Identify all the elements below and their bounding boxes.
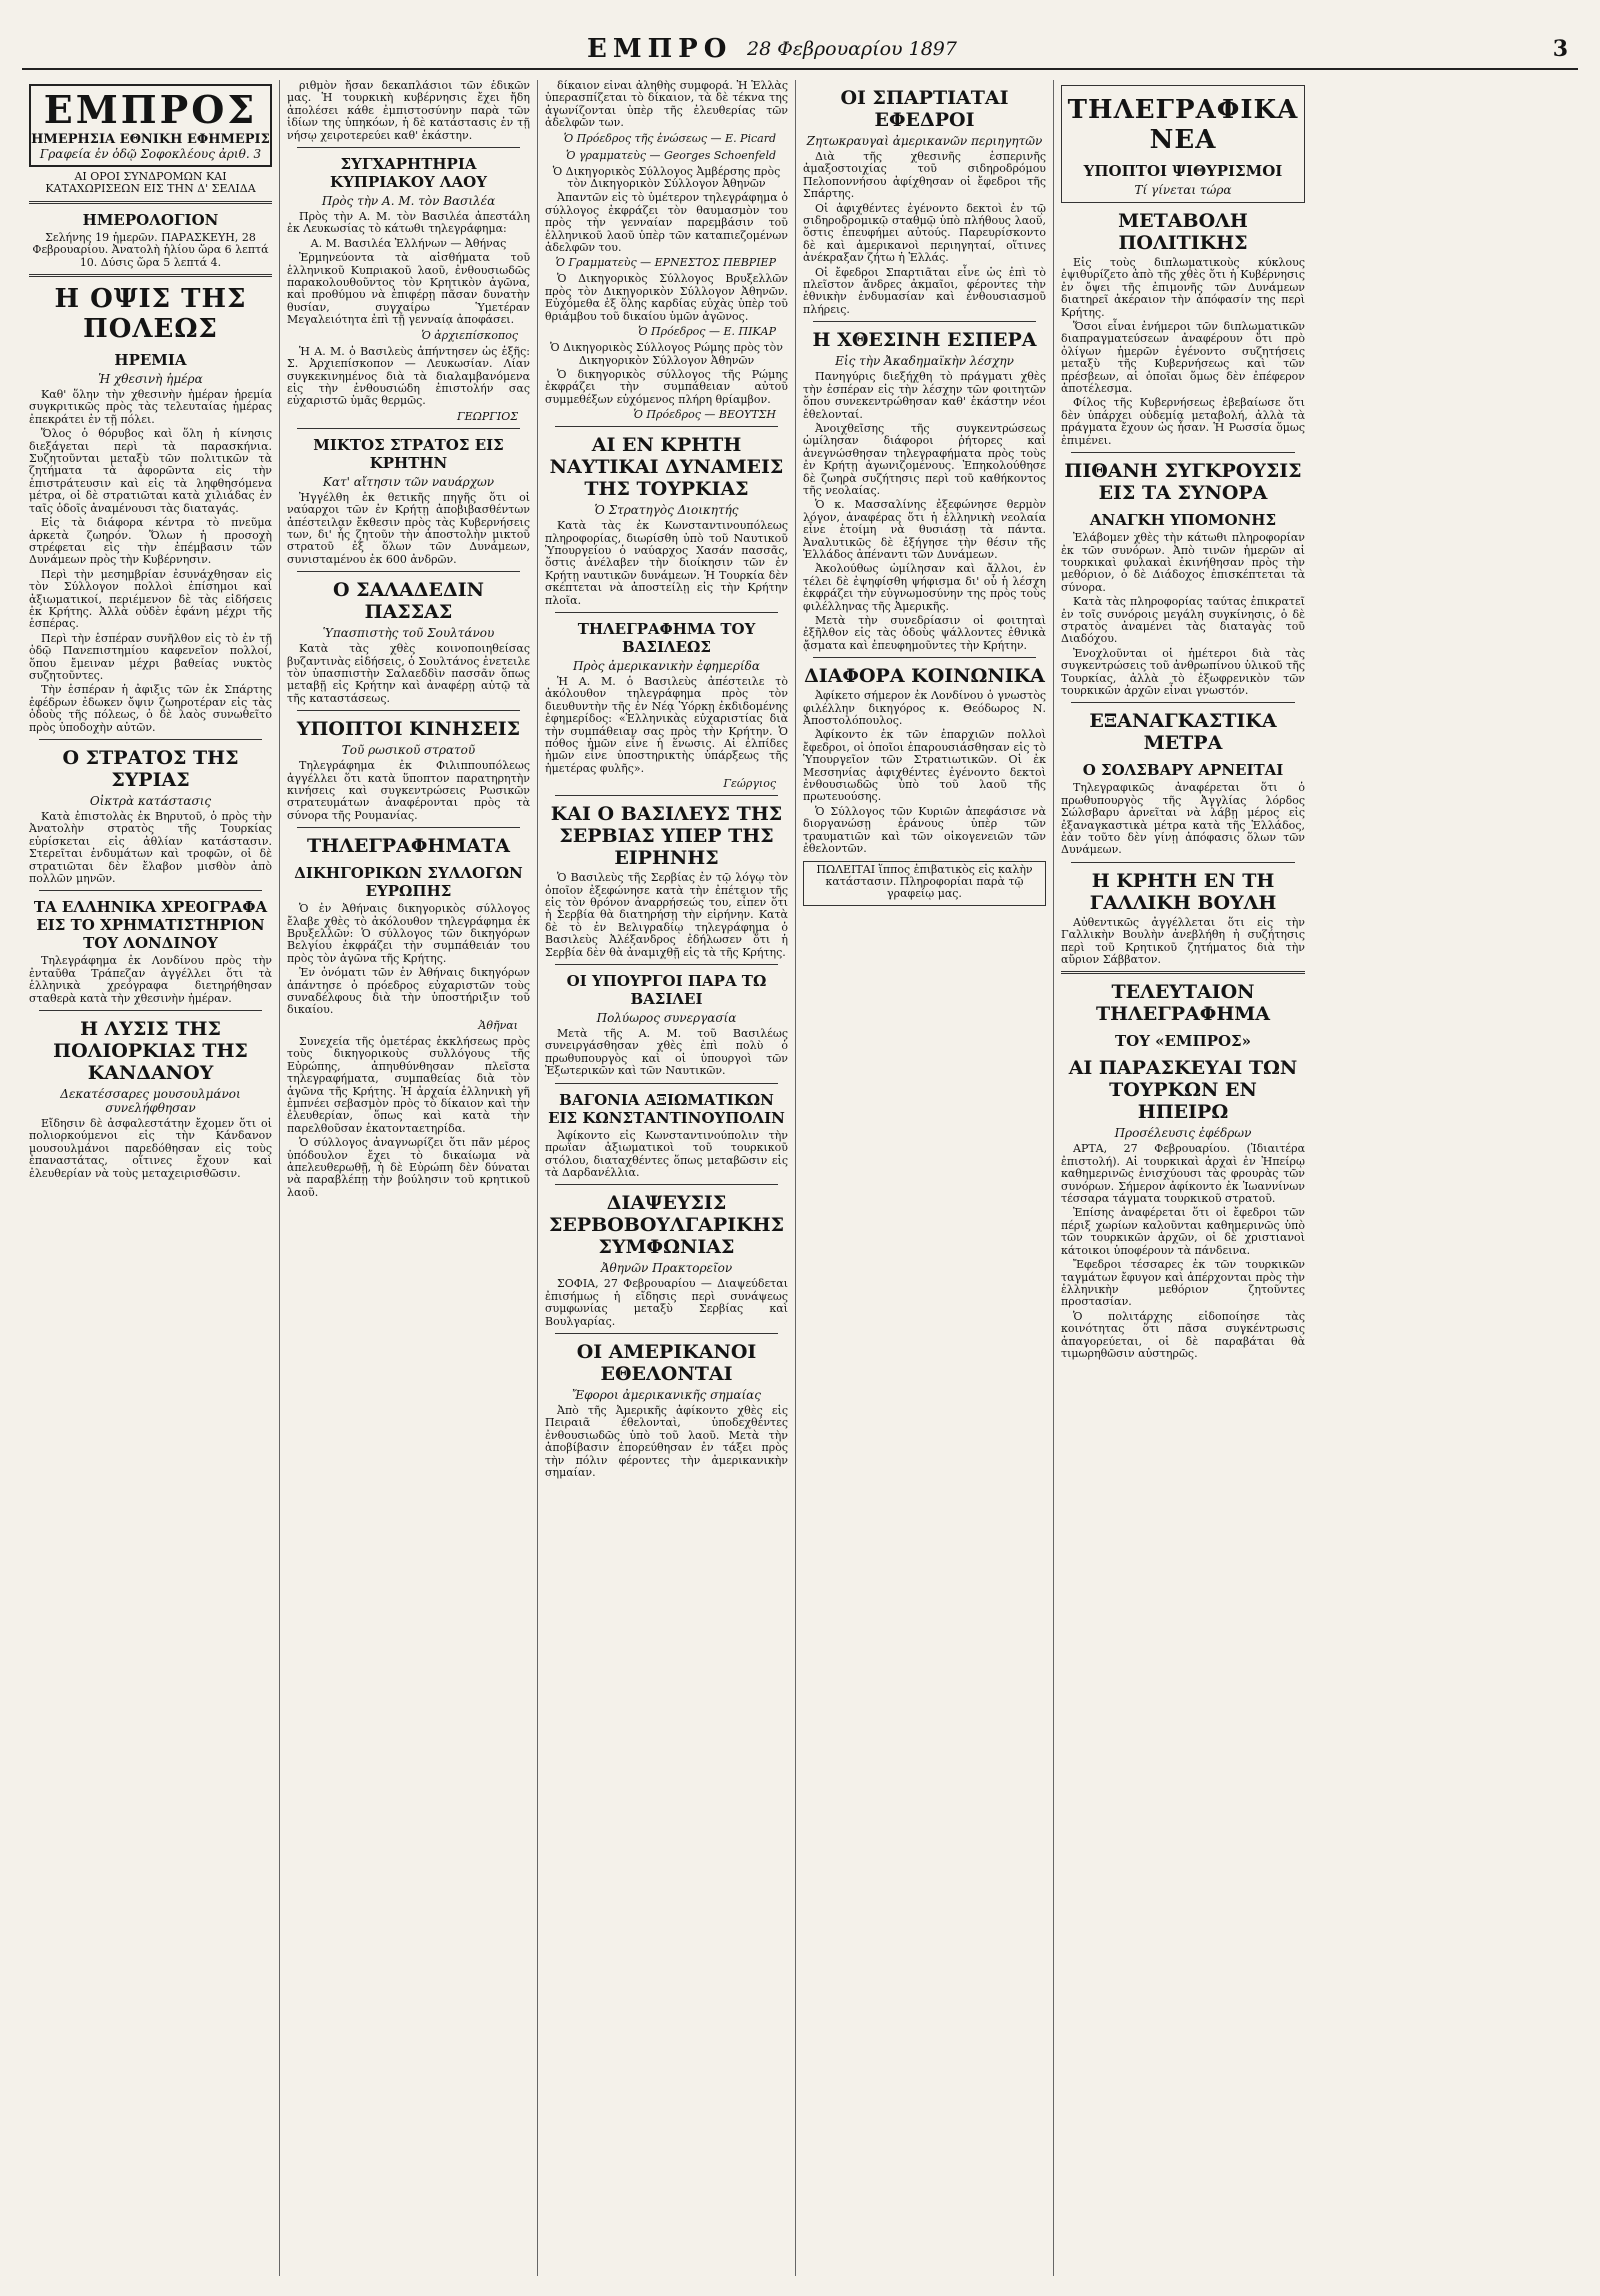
telegram-address: Ὁ Δικηγορικὸς Σύλλογος Ρώμης πρὸς τὸν Δικηγορικὸν Σύλλογον Ἀθηνῶν [550, 341, 783, 367]
denial-heading: ΔΙΑΨΕΥΣΙΣ ΣΕΡΒΟΒΟΥΛΓΑΡΙΚΗΣ ΣΥΜΦΩΝΙΑΣ [548, 1192, 785, 1259]
article-paragraph: Διὰ τῆς χθεσινῆς ἑσπερινῆς ἀμαξοστοιχίας τοῦ σιδηροδρόμου Πελοποννήσου ἀφίχθησαν οἱ ἔφεδροι τῆς Σπάρτης. [803, 150, 1046, 201]
measures-heading: ΕΞΑΝΑΓΚΑΣΤΙΚΑ ΜΕΤΡΑ [1089, 710, 1277, 755]
divider [39, 890, 262, 891]
article-paragraph: Ὁ Σύλλογος τῶν Κυριῶν ἀπεφάσισε νὰ διοργανώσῃ ἐράνους ὑπὲρ τῶν τραυματιῶν καὶ τῶν οἰκογενειῶν τῶν ἐθελοντῶν. [803, 804, 1046, 856]
sparta-subheading: Ζητωκραυγαὶ ἀμερικανῶν περιηγητῶν [806, 134, 1043, 148]
divider [555, 1184, 778, 1185]
divider [297, 571, 520, 572]
page-number: 3 [1552, 36, 1568, 62]
latest-news-heading: ΤΗΛΕΓΡΑΦΙΚΑ ΝΕΑ [1067, 95, 1299, 155]
running-header [22, 34, 1578, 70]
epirus-heading: ΑΙ ΠΑΡΑΣΚΕΥΑΙ ΤΩΝ ΤΟΥΡΚΩΝ ΕΝ ΗΠΕΙΡΩ [1068, 1057, 1298, 1124]
cyprus-subheading: Πρὸς τὴν Α. Μ. τὸν Βασιλέα [321, 194, 496, 209]
issue-date: 28 Φεβρουαρίου 1897 [747, 38, 957, 60]
final-telegram-heading: ΤΕΛΕΥΤΑΙΟΝ ΤΗΛΕΓΡΑΦΗΜΑ [1095, 981, 1271, 1026]
article-paragraph: Κατὰ τὰς ἐκ Κωνσταντινουπόλεως πληροφορίας, διωρίσθη ὑπὸ τοῦ Ναυτικοῦ Ὑπουργείου ὁ ναύαρχος Χασάν πασσᾶς, ὅστις ἀνέλαβεν τὴν διοίκησιν τῶν ἐν Κρήτῃ ναυτικῶν δυνάμεων. Ἡ Τουρκία δὲν σκέπτεται νὰ ἀποστείλῃ εἰς τὴν Κρήτην πλοῖα. [545, 519, 788, 607]
article-paragraph: Ἡ Α. Μ. ὁ Βασιλεὺς ἀπέστειλε τὸ ἀκόλουθον τηλεγράφημα πρὸς τὸν διευθυντὴν τῆς ἐν Νέᾳ Ὑόρκῃ ἐκδιδομένης ἐφημερίδος: «Ἑλληνικὰς εὐχαριστίας διὰ τὴν συμπάθειαν σας πρὸς τὴν Κρήτην. Ὁ πόθος ἡμῶν εἶνε ἡ ἕνωσις. Αἱ ἐλπίδες ἡμῶν εἶνε ὑποστηρικτὴς ὑπάρξεως τῆς ἡμετέρας φυλῆς». [545, 674, 788, 775]
mixed-army-subheading: Κατ' αἴτησιν τῶν ναυάρχων [322, 474, 495, 489]
policy-heading: ΜΕΤΑΒΟΛΗ ΠΟΛΙΤΙΚΗΣ [1118, 210, 1248, 254]
measures-subheading: Ο ΣΟΛΣΒΑΡΥ ΑΡΝΕΙΤΑΙ [1082, 761, 1284, 780]
classified-ad [803, 861, 1046, 906]
logo-title: ΕΜΠΡΟΣ [43, 87, 258, 132]
article-paragraph: Ἀνοιχθεῖσης τῆς συγκεντρώσεως ὡμίλησαν διάφοροι ῥήτορες καὶ ἀνεγνώσθησαν τηλεγραφήματα πρὸς τοὺς ἐν Κρήτῃ ἀγωνιζομένους. Ἐπηκολούθησε δὲ ζωηρὰ συζήτησις περὶ τοῦ καθήκοντος τῆς νεολαίας. [803, 421, 1046, 497]
article-paragraph: Ὁ σύλλογος ἀναγνωρίζει ὅτι πᾶν μέρος ὑπόδουλον ἔχει τὸ δικαίωμα νὰ ἀπελευθερωθῇ, ἡ δὲ Εὐρώπη δὲν δύναται νὰ παραβλέπῃ τὴν βούλησιν τοῦ κρητικοῦ λαοῦ. [287, 1136, 530, 1199]
ministers-heading: ΟΙ ΥΠΟΥΡΓΟΙ ΠΑΡΑ ΤΩ ΒΑΣΙΛΕΙ [566, 972, 767, 1009]
article-paragraph: Ὁ Βασιλεὺς τῆς Σερβίας ἐν τῷ λόγῳ τὸν ὁποῖον ἐξεφώνησε κατὰ τὴν ἐπέτειον τῆς εἰς τὸν θρόνον ἀναρρήσεώς του, εἶπεν ὅτι ἡ Σερβία θὰ διατηρήσῃ τὴν εἰρήνην. Κατὰ δὲ τὸ ἐν Βελιγραδίῳ τηλεγράφημα ὁ Βασιλεὺς Ἀλέξανδρος ἐδήλωσεν ὅτι ἡ Σερβία δὲν θὰ ἀναμιχθῇ εἰς τὰ τῆς Κρήτης. [545, 871, 788, 959]
clash-heading: ΠΙΘΑΝΗ ΣΥΓΚΡΟΥΣΙΣ ΕΙΣ ΤΑ ΣΥΝΟΡΑ [1064, 460, 1302, 505]
almanac-heading: ΗΜΕΡΟΛΟΓΙΟΝ [82, 210, 219, 229]
city-heading: Η ΟΨΙΣ ΤΗΣ ΠΟΛΕΩΣ [54, 284, 247, 345]
article-paragraph: Ἀφίκετο σήμερον ἐκ Λονδίνου ὁ γνωστὸς φιλέλλην δικηγόρος κ. Θεόδωρος Ν. Ἀποστολόπουλος. [803, 689, 1046, 728]
article-paragraph: ΣΟΦΙΑ, 27 Φεβρουαρίου — Διαψεύδεται ἐπισήμως ἡ εἴδησις περὶ συνάψεως συμφωνίας μεταξὺ Σερβίας καὶ Βουλγαρίας. [545, 1277, 788, 1328]
saladin-heading: Ο ΣΑΛΑΔΕΔΙΝ ΠΑΣΣΑΣ [332, 579, 485, 624]
article-paragraph: Τηλεγράφημα ἐκ Λονδίνου πρὸς τὴν ἐνταῦθα Τράπεζαν ἀγγέλλει ὅτι τὰ ἑλληνικὰ χρεόγραφα διετηρήθησαν σταθερὰ κατὰ τὴν χθεσινὴν ἡμέραν. [29, 954, 272, 1005]
article-paragraph: Περὶ τὴν μεσημβρίαν ἐσυνάχθησαν εἰς τὸν Σύλλογον πολλοὶ ἐπίσημοι καὶ ἀξιωματικοί, περιέμενον δὲ τὰς εἰδήσεις ἐκ Κρήτης. Ἀλλὰ οὐδὲν ἐφάνη μέχρι τῆς ἑσπέρας. [29, 567, 272, 631]
divider [39, 1010, 262, 1011]
divider [555, 795, 778, 796]
article-paragraph: Κατὰ ἐπιστολὰς ἐκ Βηρυτοῦ, ὁ πρὸς τὴν Ἀνατολὴν στρατὸς τῆς Τουρκίας εὑρίσκεται εἰς ἀθλίαν κατάστασιν. Στερεῖται ἐνδυμάτων καὶ τροφῶν, οἱ δὲ στρατιῶται δὲν ἔλαβον μισθὸν ἀπὸ πολλῶν μηνῶν. [29, 810, 272, 886]
article-paragraph: Ἐν ὀνόματι τῶν ἐν Ἀθήναις δικηγόρων ἀπάντησε ὁ πρόεδρος εὐχαριστῶν τοὺς συναδέλφους διὰ τὴν ὑποστήριξιν τοῦ δικαίου. [287, 966, 530, 1017]
cyprus-heading: ΣΥΓΧΑΡΗΤΗΡΙΑ ΚΥΠΡΙΑΚΟΥ ΛΑΟΥ [330, 155, 487, 192]
article-paragraph: Ὁ Δικηγορικὸς Σύλλογος Βρυξελλῶν πρὸς τὸν Δικηγορικὸν Σύλλογον Ἀθηνῶν. Εὐχόμεθα ἐξ ὅλης καρδίας εὐχὰς ὑπὲρ τοῦ θριάμβου τοῦ δικαίου ὑμῶν ἀγῶνος. [545, 272, 788, 323]
signature: Ὁ γραμματεὺς — Georges Schoenfeld [566, 148, 776, 162]
epirus-subheading: Προσέλευσις ἐφέδρων [1114, 1126, 1252, 1141]
article-paragraph: Ὅσοι εἶναι ἐνήμεροι τῶν διπλωματικῶν διαπραγματεύσεων ἀναφέρουν ὅτι πρὸ ὀλίγων ἡμερῶν ἐγένοντο συζητήσεις μεταξὺ τῆς Κυβερνήσεως καὶ τῶν πρέσβεων, αἱ ὁποῖαι ὅμως δὲν ἐπέφερον ἀποτέλεσμα. [1061, 320, 1305, 396]
article-paragraph: Ἀκολούθως ὡμίλησαν καὶ ἄλλοι, ἐν τέλει δὲ ἐψηφίσθη ψήφισμα δι' οὗ ἡ λέσχη ἐκφράζει τὴν εὐγνωμοσύνην της πρὸς τοὺς φιλέλληνας τῆς Ἀμερικῆς. [803, 562, 1046, 613]
divider [297, 827, 520, 828]
divider [1071, 452, 1295, 453]
telegrams-subheading: ΔΙΚΗΓΟΡΙΚΩΝ ΣΥΛΛΟΓΩΝ ΕΥΡΩΠΗΣ [294, 864, 523, 901]
article-paragraph: Οἱ ἀφιχθέντες ἐγένοντο δεκτοὶ ἐν τῷ σιδηροδρομικῷ σταθμῷ ὑπὸ πλήθους λαοῦ, ὅστις ἐπευφήμει αὐτούς. Παρευρίσκοντο δὲ καὶ ἀμερικανοὶ περιηγηταί, οἵτινες ἀνέκραξαν ζήτω ἡ Ἑλλάς. [803, 201, 1046, 265]
volunteers-heading: ΟΙ ΑΜΕΡΙΚΑΝΟΙ ΕΘΕΛΟΝΤΑΙ [576, 1340, 757, 1385]
signature: Ἀθῆναι [478, 1018, 518, 1032]
article-paragraph: Πρὸς τὴν Α. Μ. τὸν Βασιλέα ἀπεστάλη ἐκ Λευκωσίας τὸ κάτωθι τηλεγράφημα: [287, 210, 530, 236]
evening-heading: Η ΧΘΕΣΙΝΗ ΕΣΠΕΡΑ [812, 329, 1037, 352]
moves-heading: ΥΠΟΠΤΟΙ ΚΙΝΗΣΕΙΣ [296, 718, 521, 741]
column-4 [796, 80, 1054, 2276]
article-paragraph: Ἀφίκοντο εἰς Κωνσταντινούπολιν τὴν πρωΐαν ἀξιωματικοὶ τοῦ τουρκικοῦ στόλου, διαταχθέντες ὅπως μεταβῶσιν εἰς τὰ Δαρδανέλλια. [545, 1128, 788, 1179]
latest-news-subheading: ΥΠΟΠΤΟΙ ΨΙΘΥΡΙΣΜΟΙ [1083, 162, 1283, 180]
clash-subheading: ΑΝΑΓΚΗ ΥΠΟΜΟΝΗΣ [1089, 511, 1277, 530]
almanac-text: Σελήνης 19 ἡμερῶν. ΠΑΡΑΣΚΕΥΗ, 28 Φεβρουαρίου. Ἀνατολὴ ἡλίου ὥρα 6 λεπτά 10. Δύσις ὥρα 5 λεπτά 4. [32, 230, 269, 269]
latest-news-box [1061, 85, 1305, 203]
article-paragraph: Κατὰ τὰς χθὲς κοινοποιηθείσας βυζαντινὰς εἰδήσεις, ὁ Σουλτάνος ἐνετειλε τὸν ὑπασπιστὴν Σαλαεδδὶν πασσᾶν ὅπως μεταβῇ εἰς Κρήτην καὶ ἀναφέρῃ αὐτῷ τὰ τῆς καταστάσεως. [287, 642, 530, 705]
wagons-heading: ΒΑΓΟΝΙΑ ΑΞΙΩΜΑΤΙΚΩΝ ΕΙΣ ΚΩΝΣΤΑΝΤΙΝΟΥΠΟΛΙΝ [548, 1090, 785, 1127]
siege-heading: Η ΛΥΣΙΣ ΤΗΣ ΠΟΛΙΟΡΚΙΑΣ ΤΗΣ ΚΑΝΔΑΝΟΥ [53, 1018, 248, 1085]
telegram-address: Α. Μ. Βασιλέα Ἑλλήνων — Ἀθήνας [310, 236, 507, 250]
king-telegram-heading: ΤΗΛΕΓΡΑΦΗΜΑ ΤΟΥ ΒΑΣΙΛΕΩΣ [577, 619, 756, 656]
signature: Ὁ Πρόεδρος τῆς ἑνώσεως — E. Picard [563, 131, 776, 145]
article-paragraph: Ὁ δικηγορικὸς σύλλογος τῆς Ρώμης ἐκφράζει τὴν συμπάθειαν αὐτοῦ συμμεθέξων εὐχόμενος πλήρη θρίαμβον. [545, 367, 788, 406]
logo-subtitle: ΗΜΕΡΗΣΙΑ ΕΘΝΙΚΗ ΕΦΗΜΕΡΙΣ [31, 132, 270, 147]
article-paragraph: Περὶ τὴν ἑσπέραν συνῆλθον εἰς τὸ ἐν τῇ ὁδῷ Πανεπιστημίου καφενεῖον πολλοί, ὅπου ἔμειναν μέχρι βαθείας νυκτὸς συζητοῦντες. [29, 631, 272, 682]
navy-subheading: Ὁ Στρατηγὸς Διοικητής [594, 503, 739, 518]
article-paragraph: Εἴδησιν δὲ ἀσφαλεστάτην ἔχομεν ὅτι οἱ πολιορκούμενοι εἰς τὴν Κάνδανον μουσουλμάνοι παρεδόθησαν εἰς τοὺς ἐπαναστάτας, οἵτινες ἔχουν καὶ ἐλευθερίαν νὰ τοὺς μεταχειρισθῶσιν. [29, 1117, 272, 1180]
divider [555, 612, 778, 613]
social-heading: ΔΙΑΦΟΡΑ ΚΟΙΝΩΝΙΚΑ [804, 665, 1045, 688]
article-paragraph: Ἠγγέλθη ἐκ θετικῆς πηγῆς ὅτι οἱ ναύαρχοι τῶν ἐν Κρήτῃ ἀποβιβασθέντων ἀπέστειλαν ἔκθεσιν πρὸς τὰς Κυβερνήσεις των, δι' ἧς ζητοῦν τὴν ἀποστολὴν μικτοῦ στρατοῦ ἐξ ὅλων τῶν Δυνάμεων, συνισταμένου ἐκ 600 ἀνδρῶν. [287, 490, 530, 566]
article-paragraph: Μετὰ τὴν συνεδρίασιν οἱ φοιτηταὶ ἐξῆλθον εἰς τὰς ὁδοὺς ψάλλοντες ἐθνικὰ ᾄσματα καὶ ἐπευφημοῦντες τὴν Κρήτην. [803, 614, 1046, 652]
sparta-heading: ΟΙ ΣΠΑΡΤΙΑΤΑΙ ΕΦΕΔΡΟΙ [840, 87, 1009, 131]
article-paragraph: Ἐλάβομεν χθὲς τὴν κάτωθι πληροφορίαν ἐκ τῶν συνόρων. Ἀπὸ τινῶν ἡμερῶν αἱ τουρκικαὶ φυλακαὶ ἐκινήθησαν πρὸς τὴν μεθόριον, ὁ δὲ Διάδοχος ἐπισκέπτεται τὰ σύνορα. [1061, 531, 1305, 594]
king-telegram-subheading: Πρὸς ἀμερικανικὴν ἐφημερίδα [573, 658, 760, 673]
article-paragraph: Φίλος τῆς Κυβερνήσεως ἐβεβαίωσε ὅτι δὲν ὑπάρχει οὐδεμία μεταβολή, ἀλλὰ τὰ πράγματα ἔχουν ὡς ἦσαν. Ἡ Ρωσσία ὅμως ἐπιμένει. [1061, 396, 1305, 447]
article-paragraph: ριθμὸν ἤσαν δεκαπλάσιοι τῶν ἐδικῶν μας. Ἡ τουρκικὴ κυβέρνησις ἔχει ἤδη ἀπολέσει κάθε ἐμπιστοσύνην παρὰ τῶν ἰδίων της ὑπηκόων, ἡ δὲ κατάστασις ἐν τῇ νήσῳ χειροτερεύει καθ' ἑκάστην. [287, 80, 530, 142]
saladin-subheading: Ὑπασπιστὴς τοῦ Σουλτάνου [322, 626, 495, 641]
divider [555, 1333, 778, 1334]
final-telegram-subheading: ΤΟΥ «ΕΜΠΡΟΣ» [1114, 1032, 1252, 1051]
divider [1061, 971, 1305, 974]
article-paragraph: Εἰς τὰ διάφορα κέντρα τὸ πνεῦμα ἀρκετὰ ζωηρόν. Ὅλων ἡ προσοχὴ στρέφεται εἰς τὴν ἐπέμβασιν τῶν Δυνάμεων πρὸς τὴν Κυβέρνησιν. [29, 516, 272, 567]
column-1 [22, 80, 280, 2276]
article-paragraph: Ἐρμηνεύοντα τὰ αἰσθήματα τοῦ ἑλληνικοῦ Κυπριακοῦ λαοῦ, ἐνθουσιωδῶς παρακολουθοῦντος τὸν Κρητικὸν ἀγῶνα, καὶ προθύμου νὰ ἐπιφέρῃ πᾶσαν δυνατὴν θυσίαν, συγχαίρω Ὑμετέραν Μεγαλειότητα ἐπὶ τῇ γενναίᾳ ἀποφάσει. [287, 251, 530, 327]
article-paragraph: Ἀφίκοντο ἐκ τῶν ἐπαρχιῶν πολλοὶ ἔφεδροι, οἱ ὁποῖοι ἐπαρουσιάσθησαν εἰς τὸ Ὑπουργεῖον τῶν Στρατιωτικῶν. Οἱ ἐκ Μεσσηνίας ἀφιχθέντες ἐγένοντο δεκτοὶ ἐνθουσιωδῶς ὑπὸ τοῦ λαοῦ τῆς πρωτευούσης. [803, 728, 1046, 804]
article-paragraph: Μετὰ τῆς Α. Μ. τοῦ Βασιλέως συνειργάσθησαν χθὲς ἐπὶ πολὺ ὁ πρωθυπουργὸς καὶ οἱ ὑπουργοὶ τῶν Ἐξωτερικῶν καὶ τῶν Ναυτικῶν. [545, 1027, 788, 1078]
article-paragraph: Τὴν ἑσπέραν ἡ ἀφιξις τῶν ἐκ Σπάρτης ἐφέδρων ἐδωκεν ὄψιν ζωηροτέραν εἰς τὰς ὁδοὺς τῆς πόλεως, ὁ δὲ λαὸς συνωθεῖτο πρὸς ὑποδοχὴν αὐτῶν. [29, 683, 272, 734]
divider [39, 739, 262, 740]
logo-office: Γραφεία ἐν ὁδῷ Σοφοκλέους ἀριθ. 3 [39, 147, 262, 161]
moves-subheading: Τοῦ ρωσικοῦ στρατοῦ [341, 743, 476, 758]
classified-ad-text: ΠΩΛΕΙΤΑΙ ἵππος ἐπιβατικὸς εἰς καλὴν κατάστασιν. Πληροφορίαι παρὰ τῷ γραφείῳ μας. [816, 862, 1033, 901]
article-paragraph: Αὐθεντικῶς ἀγγέλλεται ὅτι εἰς τὴν Γαλλικὴν Βουλὴν ἀνεβλήθη ἡ συζήτησις περὶ τοῦ Κρητικοῦ ζητήματος διὰ τὴν αὔριον Σάββατον. [1061, 915, 1305, 967]
signature: ΓΕΩΡΓΙΟΣ [457, 409, 518, 423]
signature: Ὁ Πρόεδρος — Ε. ΠΙΚΑΡ [638, 325, 776, 339]
telegram-address: Ὁ Δικηγορικὸς Σύλλογος Ἀμβέρσης πρὸς τὸν Δικηγορικὸν Σύλλογον Ἀθηνῶν [552, 164, 781, 191]
signature: Ὁ ἀρχιεπίσκοπος [421, 328, 518, 342]
article-paragraph: Ὅλος ὁ θόρυβος καὶ ὅλη ἡ κίνησις διεξάγεται περὶ τὰ παρασκήνια. Συζητοῦνται μεταξὺ τῶν πολιτικῶν τὰ ζητήματα τὰ ἀφορῶντα εἰς τὴν ἐπιστράτευσιν καὶ εἰς τὰ ληφθησόμενα μέτρα, οἱ δὲ στρατιῶται κατὰ χιλιάδας ἐν ταῖς ὁδοῖς ἀναμένουσι τὰς διαταγάς. [29, 427, 272, 515]
signature: Ὁ Γραμματεὺς — ΕΡΝΕΣΤΟΣ ΠΕΒΡΙΕΡ [555, 256, 776, 270]
france-heading: Η ΚΡΗΤΗ ΕΝ ΤΗ ΓΑΛΛΙΚΗ ΒΟΥΛΗ [1089, 869, 1277, 914]
columns [22, 80, 1578, 2276]
article-paragraph: Ὁ πολιτάρχης εἰδοποίησε τὰς κοινότητας ὅτι πᾶσα συγκέντρωσις ἀπαγορεύεται, οἱ δὲ παραβάται θὰ τιμωρηθῶσιν αὐστηρῶς. [1061, 1309, 1305, 1360]
navy-heading: ΑΙ ΕΝ ΚΡΗΤΗ ΝΑΥΤΙΚΑΙ ΔΥΝΑΜΕΙΣ ΤΗΣ ΤΟΥΡΚΙΑΣ [549, 434, 784, 501]
article-paragraph: Καθ' ὅλην τὴν χθεσινὴν ἡμέραν ἠρεμία συγκριτικῶς πρὸς τὰς τελευταίας ἡμέρας ἐπεκράτει ἐν τῇ πόλει. [29, 388, 272, 426]
syria-subheading: Οἰκτρὰ κατάστασις [89, 794, 212, 808]
bonds-heading: ΤΑ ΕΛΛΗΝΙΚΑ ΧΡΕΟΓΡΑΦΑ ΕΙΣ ΤΟ ΧΡΗΜΑΤΙΣΤΗΡΙΟΝ ΤΟΥ ΛΟΝΔΙΝΟΥ [33, 898, 268, 953]
syria-heading: Ο ΣΤΡΑΤΟΣ ΤΗΣ ΣΥΡΙΑΣ [62, 747, 239, 791]
telegrams-heading: ΤΗΛΕΓΡΑΦΗΜΑΤΑ [307, 835, 510, 858]
column-2 [280, 80, 538, 2276]
article-paragraph: δίκαιον εἶναι ἀληθὴς συμφορά. Ἡ Ἑλλὰς ὑπερασπίζεται τὸ δίκαιον, τὰ δὲ τέκνα της ἀγωνίζονται ὑπὲρ τῆς ἐλευθερίας τῶν ἀδελφῶν των. [545, 80, 788, 130]
signature: Γεώργιος [723, 777, 776, 791]
article-paragraph: Ἐνοχλοῦνται οἱ ἡμέτεροι διὰ τὰς συγκεντρώσεις τοῦ ἀνθρωπίνου ὑλικοῦ τῆς Τουρκίας, ἀλλὰ τὸ ἐξωφρενικὸν τῶν τουρκικῶν ἀρχῶν εἶναι γνωστόν. [1061, 646, 1305, 697]
article-paragraph: Οἱ ἔφεδροι Σπαρτιᾶται εἶνε ὡς ἐπὶ τὸ πλεῖστον ἄνδρες ἀκμαῖοι, φέροντες τὴν ἐθνικὴν ἐνδυμασίαν καὶ ἐνθουσιασμοῦ πλήρεις. [803, 265, 1046, 316]
divider [29, 201, 272, 204]
article-paragraph: Κατὰ τὰς πληροφορίας ταύτας ἐπικρατεῖ ἐν τοῖς συνόροις μεγάλη συγκίνησις, ὁ δὲ στρατὸς ἀναμένει τὰς διαταγὰς τοῦ Διαδόχου. [1061, 595, 1305, 646]
article-paragraph: Ὁ κ. Μασσαλίνης ἐξεφώνησε θερμὸν λόγον, ἀναφέρας ὅτι ἡ ἑλληνικὴ νεολαία εἶνε ἑτοίμη νὰ θυσιάσῃ τὰ πάντα. Ἀναλυτικῶς δὲ ἐξήγησε τὴν θέσιν τῆς Ἑλλάδος ἀπέναντι τῶν Δυνάμεων. [803, 498, 1046, 561]
divider [297, 147, 520, 148]
article-paragraph: Πανηγύρις διεξήχθη τὸ πράγματι χθὲς τὴν ἑσπέραν εἰς τὴν λέσχην τῶν φοιτητῶν ὅπου συνεκεντρώθησαν καθ' ἑκάστην νέοι ἐθελονταί. [803, 370, 1046, 421]
column-5 [1054, 80, 1312, 2276]
subscription-terms: ΑΙ ΟΡΟΙ ΣΥΝΔΡΟΜΩΝ ΚΑΙ ΚΑΤΑΧΩΡΙΣΕΩΝ ΕΙΣ ΤΗΝ Δ' ΣΕΛΙΔΑ [45, 170, 256, 196]
mixed-army-heading: ΜΙΚΤΟΣ ΣΤΡΑΤΟΣ ΕΙΣ ΚΡΗΤΗΝ [313, 435, 504, 472]
divider [813, 657, 1036, 658]
latest-news-subheading-2: Τί γίνεται τώρα [1134, 183, 1232, 197]
divider [1071, 862, 1295, 863]
newspaper-logo [29, 84, 272, 167]
divider [555, 426, 778, 427]
article-paragraph: Τηλεγράφημα ἐκ Φιλιππουπόλεως ἀγγέλλει ὅτι κατὰ ὕποπτον παρατηρητὴν κινήσεις καὶ συγκεντρώσεις Ρωσικῶν στρατευμάτων ἀναφέρονται πρὸς τὰ σύνορα τῆς Ρουμανίας. [287, 759, 530, 822]
column-3 [538, 80, 796, 2276]
article-paragraph: Ἔφεδροι τέσσαρες ἐκ τῶν τουρκικῶν ταγμάτων ἔφυγον καὶ ἀπέρχονται πρὸς τὴν ἑλληνικὴν μεθόριον ζητοῦντες προστασίαν. [1061, 1258, 1305, 1309]
article-paragraph: Τηλεγραφικῶς ἀναφέρεται ὅτι ὁ πρωθυπουργὸς τῆς Ἀγγλίας λόρδος Σώλσβαρυ ἀρνεῖται νὰ λάβῃ μέρος εἰς ἐξαναγκαστικὰ μέτρα κατὰ τῆς Ἑλλάδος, ἐὰν τοῦτο δὲν γίνῃ ἀπόφασις ὅλων τῶν Δυνάμεων. [1061, 781, 1305, 857]
evening-subheading: Εἰς τὴν Ἀκαδημαϊκὴν λέσχην [835, 354, 1014, 369]
divider [297, 710, 520, 711]
city-subheading: ΗΡΕΜΙΑ [114, 351, 187, 370]
divider [1071, 702, 1295, 703]
volunteers-subheading: Ἔφοροι ἀμερικανικῆς σημαίας [571, 1387, 761, 1402]
divider [29, 274, 272, 277]
article-paragraph: Εἰς τοὺς διπλωματικοὺς κύκλους ἐψιθυρίζετο ἀπὸ τῆς χθὲς ὅτι ἡ Κυβέρνησις ἐν ὄψει τῆς ἐπιμονῆς τῶν Δυνάμεων διατηρεῖ ἀκέραιον τὴν ἀπόφασίν της περὶ Κρήτης. [1061, 256, 1305, 319]
city-subheading-2: Ἡ χθεσινὴ ἡμέρα [98, 372, 203, 387]
divider [813, 321, 1036, 322]
divider [297, 428, 520, 429]
article-paragraph: Ἀπαντῶν εἰς τὸ ὑμέτερον τηλεγράφημα ὁ σύλλογος ἐκφράζει τὸν θαυμασμὸν του πρὸς τὴν γενναίαν παρεμβάσιν τοῦ ἑλληνικοῦ λαοῦ ὑπὲρ τῶν καταπιεζομένων ἀδελφῶν του. [545, 191, 788, 255]
signature: Ὁ Πρόεδρος — ΒΕΟΥΤΣΗ [633, 408, 776, 422]
article-paragraph: Συνεχεία τῆς ὁμετέρας ἐκκλήσεως πρὸς τοὺς δικηγορικοὺς συλλόγους τῆς Εὐρώπης, ἀπηυθύνθησαν πλεῖστα τηλεγραφήματα, συμπαθείας διὰ τὸν ἀγῶνα τῆς Κρήτης. Ἡ ἀρχαία ἑλληνικὴ γῆ ἐμπνέει σεβασμὸν πρὸς τὸ δίκαιον καὶ τὴν ἐλευθερίαν, ὅπως καὶ κατὰ τὴν παρελθοῦσαν ἑκατονταετηρίδα. [287, 1034, 530, 1135]
article-paragraph: Ὁ ἐν Ἀθήναις δικηγορικὸς σύλλογος ἔλαβε χθὲς τὸ ἀκόλουθον τηλεγράφημα ἐκ Βρυξελλῶν: Ὁ σύλλογος τῶν δικηγόρων Βελγίου ἐκφράζει τὴν συμπάθειάν του πρὸς τὸν ἀγῶνα τῆς Κρήτης. [287, 902, 530, 965]
ministers-subheading: Πολύωρος συνεργασία [596, 1011, 737, 1026]
siege-subheading: Δεκατέσσαρες μουσουλμάνοι συνελήφθησαν [60, 1087, 241, 1116]
article-paragraph: Ἀπὸ τῆς Ἀμερικῆς ἀφίκοντο χθὲς εἰς Πειραιᾶ ἐθελονταὶ, ὑποδεχθέντες ἐνθουσιωδῶς ὑπὸ τοῦ λαοῦ. Μετὰ τὴν ἀποβίβασιν ἐπορεύθησαν ἐν τάξει πρὸς τὴν πόλιν φέροντες τὴν ἀμερικανικὴν σημαίαν. [545, 1403, 788, 1479]
divider [555, 1083, 778, 1084]
divider [555, 964, 778, 965]
article-paragraph: Ἐπίσης ἀναφέρεται ὅτι οἱ ἔφεδροι τῶν πέριξ χωρίων καλοῦνται καθημερινῶς ὑπὸ τῶν τουρκικῶν ἀρχῶν, οἱ δὲ χριστιανοὶ κάτοικοι ὑποφέρουν τὰ πάνδεινα. [1061, 1206, 1305, 1257]
serbia-heading: ΚΑΙ Ο ΒΑΣΙΛΕΥΣ ΤΗΣ ΣΕΡΒΙΑΣ ΥΠΕΡ ΤΗΣ ΕΙΡΗΝΗΣ [550, 803, 783, 870]
denial-subheading: Ἀθηνῶν Πρακτορεῖον [600, 1261, 733, 1276]
article-paragraph: Ἡ Α. Μ. ὁ Βασιλεὺς ἀπήντησεν ὡς ἑξῆς: Σ. Ἀρχιεπίσκοπον — Λευκωσίαν. Λίαν συγκεκινημένος διὰ τὰ διαλαμβανόμενα εἰς τὴν ἐνθουσιώδη ἐπιστολήν σας εὐχαριστῶ ὑμᾶς θερμῶς. [287, 344, 530, 408]
article-paragraph: ΑΡΤΑ, 27 Φεβρουαρίου. (Ἰδιαιτέρα ἐπιστολή). Αἱ τουρκικαὶ ἀρχαὶ ἐν Ἠπείρῳ καθημερινῶς ἐνισχύουσι τὰς φρουρὰς τῶν συνόρων. Σήμερον ἀφίκοντο ἐκ Ἰωαννίνων τέσσαρα τάγματα τουρκικοῦ στρατοῦ. [1061, 1142, 1305, 1206]
masthead-name: ΕΜΠΡΟ [587, 34, 733, 64]
